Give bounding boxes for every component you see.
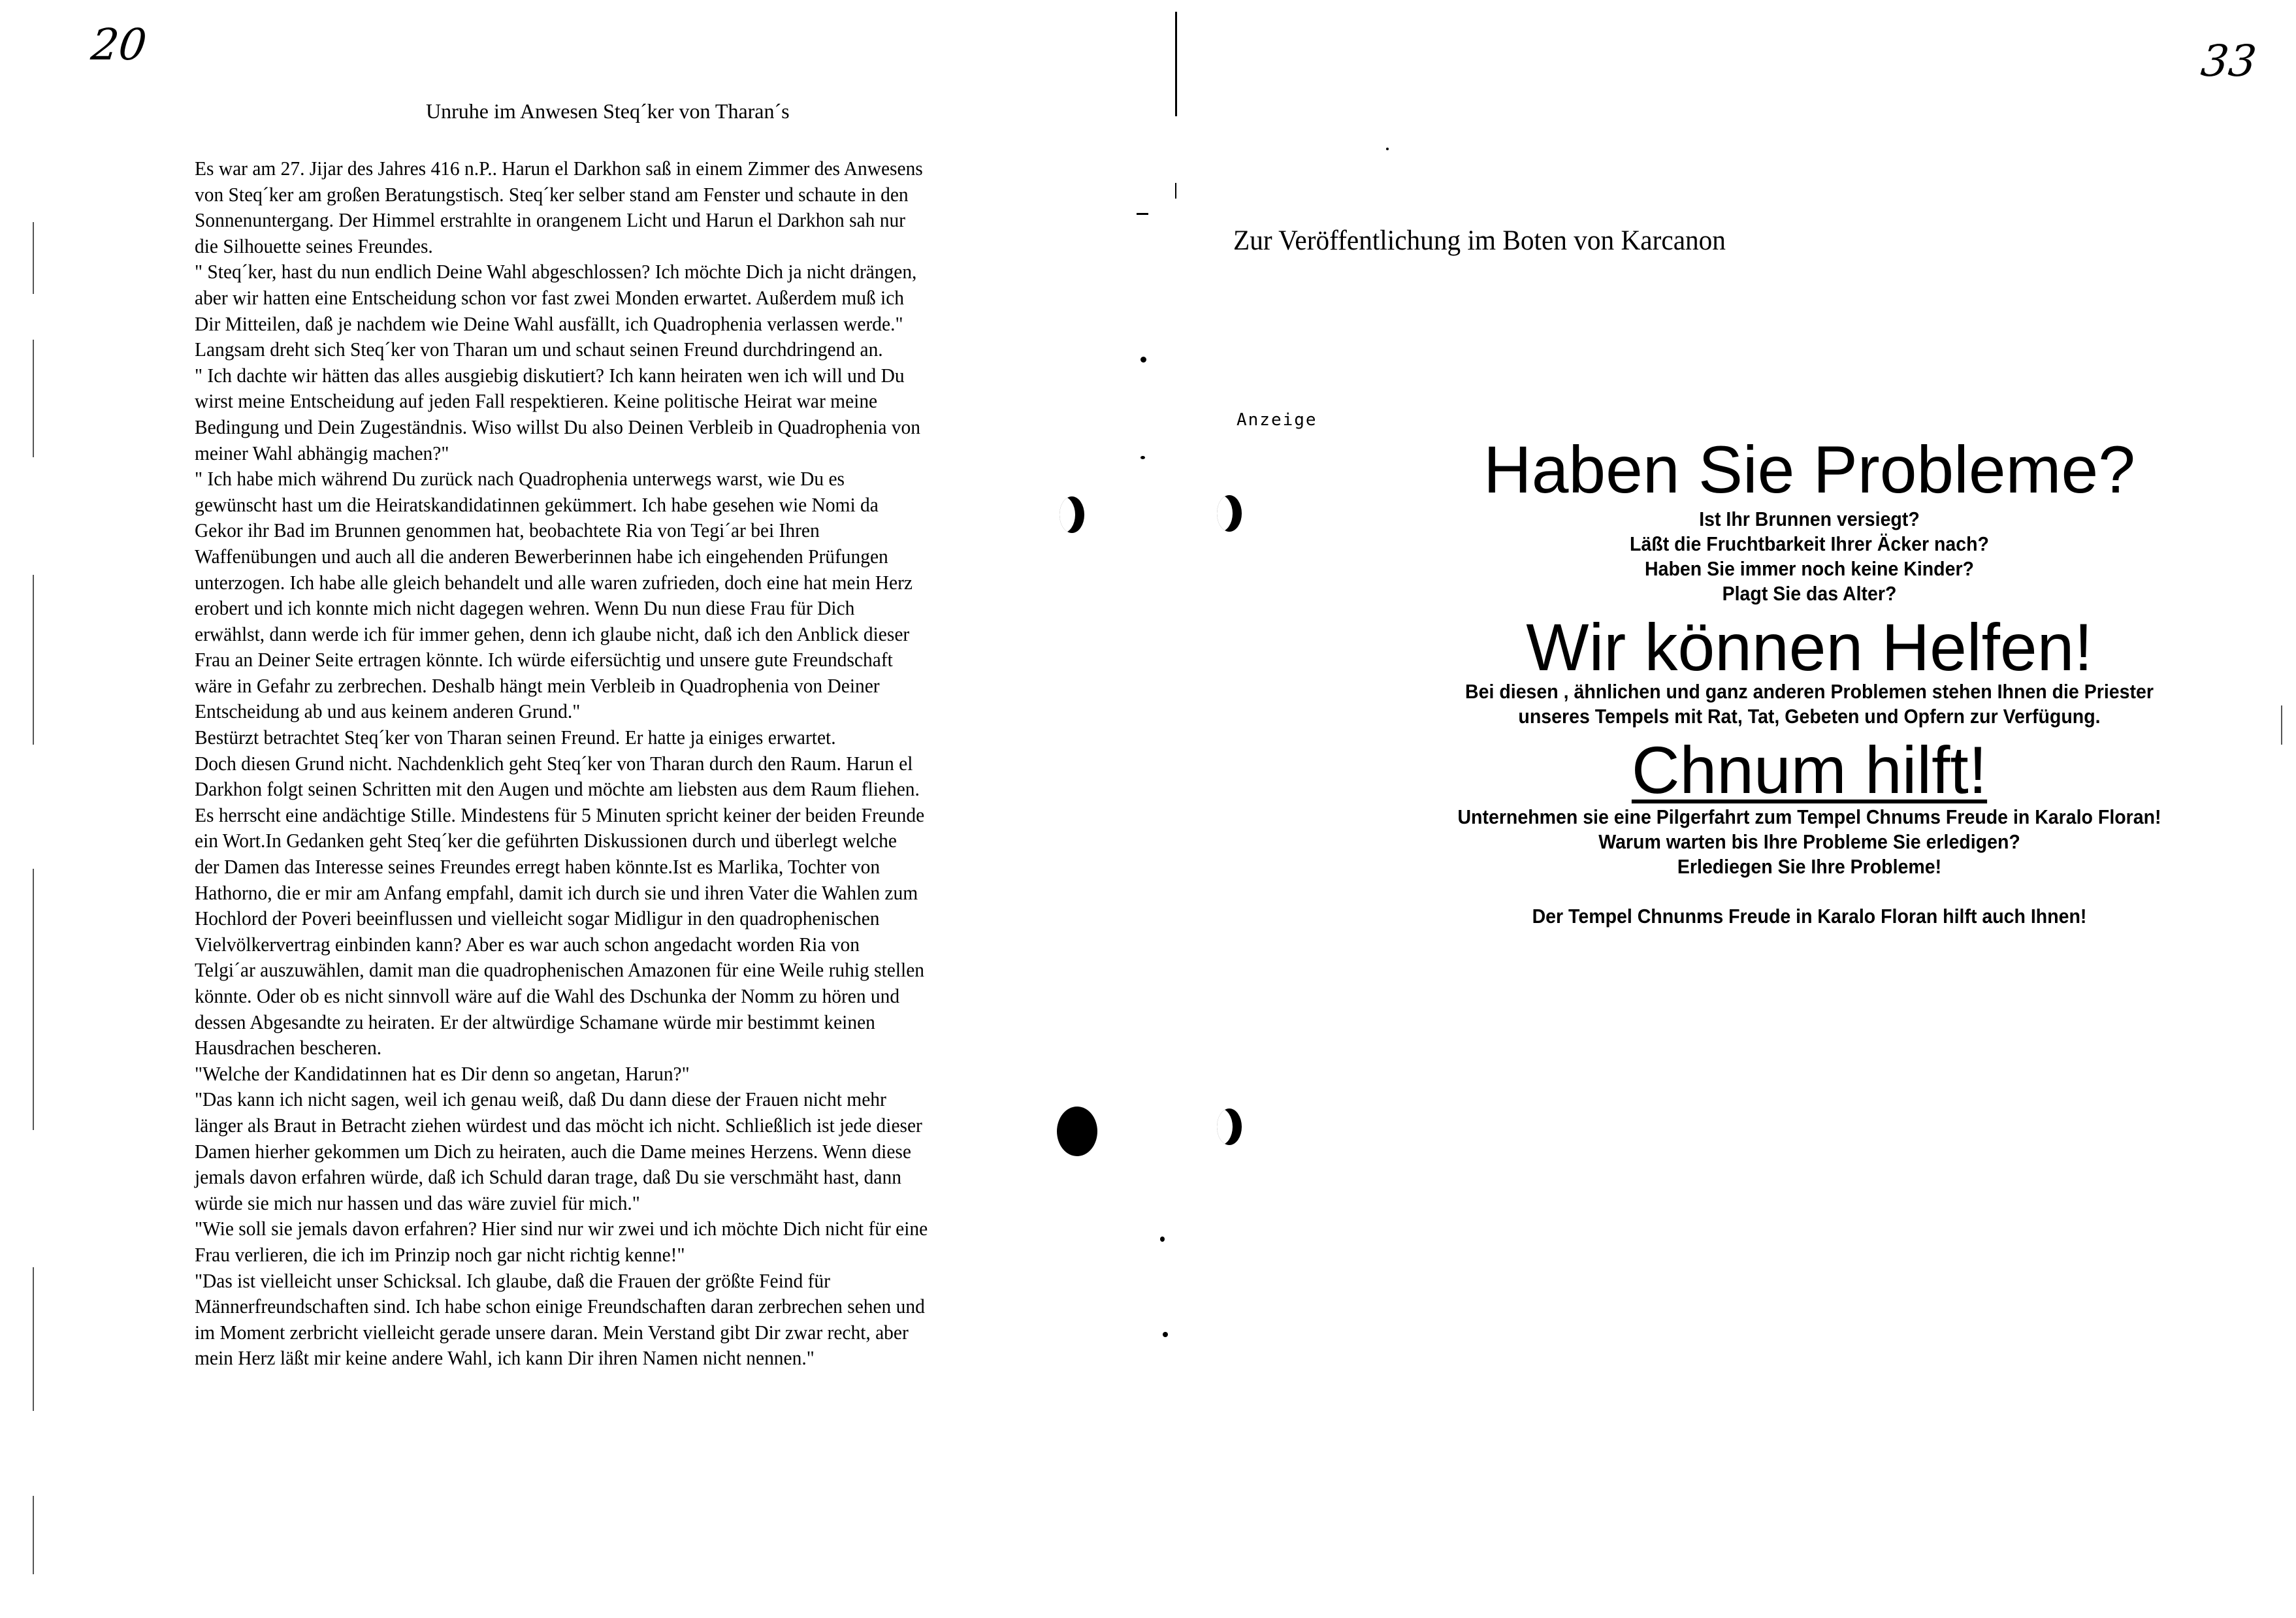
page-number-right: 33 <box>2198 36 2259 86</box>
story-line: ein Wort.In Gedanken geht Steq´ker die geführten Diskussionen durch und überlegt welche <box>195 829 897 852</box>
story-line: Vielvölkervertrag einbinden kann? Aber es war auch schon angedacht worden Ria von <box>195 932 860 956</box>
story-line: wäre in Gefahr zu zerbrechen. Deshalb hängt mein Verbleib in Quadrophenia von Deiner <box>195 673 880 697</box>
publication-note: Zur Veröffentlichung im Boten von Karcanon <box>1233 225 1726 256</box>
ad-callout <box>1385 805 2234 879</box>
story-line: Sonnenuntergang. Der Himmel erstrahlte in orangenem Licht und Harun el Darkhon sah nur <box>195 208 905 232</box>
ad-headline-problems: Haben Sie Probleme? <box>1483 432 2135 507</box>
story-line: Bedingung und Dein Zugeständnis. Wiso willst Du also Deinen Verbleib in Quadrophenia von <box>195 415 920 438</box>
ad-headline-chnum <box>1385 733 2234 807</box>
story-line: unterzogen. Ich habe alle gleich behandelt und alle waren zufrieden, doch eine hat mein Herz <box>195 570 913 594</box>
story-line: " Ich habe mich während Du zurück nach Quadrophenia unterwegs warst, wie Du es <box>195 467 845 491</box>
story-line: im Moment zerbricht vielleicht gerade unsere daran. Mein Verstand gibt Dir zwar recht, aber <box>195 1320 909 1344</box>
story-line: Dir Mitteilen, daß je nachdem wie Deine Wahl ausfällt, ich Quadrophenia verlassen werde." <box>195 312 903 335</box>
scan-speck <box>1140 456 1145 459</box>
ad-footer <box>1385 904 2234 929</box>
scan-speck <box>1160 1237 1165 1242</box>
story-line: Telgi´ar auszuwählen, damit man die quadrophenischen Amazonen für eine Weile ruhig stellen <box>195 958 925 982</box>
punch-hole <box>1057 1107 1097 1156</box>
story-line: "Das ist vielleicht unser Schicksal. Ich glaube, daß die Frauen der größte Feind für <box>195 1269 830 1292</box>
scan-speck <box>1386 148 1389 150</box>
story-line: erwählst, dann werde ich für immer gehen, denn ich glaube nicht, daß ich den Anblick dieser <box>195 622 910 645</box>
ad-headline-chnum-text: Chnum hilft! <box>1631 733 1988 807</box>
story-line: Bestürzt betrachtet Steq´ker von Tharan seinen Freund. Er hatte ja einiges erwartet. <box>195 726 836 749</box>
story-line: wirst meine Entscheidung auf jeden Fall respektieren. Keine politische Heirat war meine <box>195 389 878 413</box>
ad-question: Plagt Sie das Alter? <box>1722 582 1897 605</box>
ad-footer-line: Der Tempel Chnunms Freude in Karalo Floran hilft auch Ihnen! <box>1532 905 2087 928</box>
story-line: Doch diesen Grund nicht. Nachdenklich geht Steq´ker von Tharan durch den Raum. Harun el <box>195 751 913 775</box>
story-line: jemals davon erfahren würde, daß ich Schuld daran trage, daß Du sie verschmäht hast, dann <box>195 1165 901 1189</box>
ad-callout-line: Unternehmen sie eine Pilgerfahrt zum Tempel Chnums Freude in Karalo Floran! <box>1457 805 2161 828</box>
story-line: erobert und ich konnte mich nicht dagegen wehren. Wenn Du nun diese Frau für Dich <box>195 596 855 620</box>
story-line: meiner Wahl abhängig machen?" <box>195 441 449 464</box>
ad-headline-help: Wir können Helfen! <box>1526 610 2093 685</box>
ad-offer-line: unseres Tempels mit Rat, Tat, Gebeten und Opfern zur Verfügung. <box>1518 705 2101 728</box>
ad-question: Ist Ihr Brunnen versiegt? <box>1699 508 1920 530</box>
ad-question: Läßt die Fruchtbarkeit Ihrer Äcker nach? <box>1630 532 1989 555</box>
story-line: "Welche der Kandidatinnen hat es Dir denn so angetan, Harun?" <box>195 1061 690 1085</box>
scan-speck <box>1137 213 1148 215</box>
center-binding-line <box>1175 183 1176 199</box>
ad-offer-line: Bei diesen , ähnlichen und ganz anderen Problemen stehen Ihnen die Priester <box>1465 680 2154 703</box>
ad-callout-line: Warum warten bis Ihre Probleme Sie erledigen? <box>1598 830 2020 853</box>
story-line: der Damen das Interesse seines Freundes erregt haben könnte.Ist es Marlika, Tochter von <box>195 855 881 879</box>
ad-questions <box>1385 507 2234 606</box>
binder-crescent-mark <box>1059 496 1084 533</box>
story-line: " Ich dachte wir hätten das alles ausgiebig diskutiert? Ich kann heiraten wen ich will und Du <box>195 363 905 387</box>
story-line: Frau an Deiner Seite ertragen könnte. Ich würde eifersüchtig und unsere gute Freundschaft <box>195 648 893 671</box>
story-line: von Steq´ker am großen Beratungstisch. Steq´ker selber stand am Fenster und schaute in den <box>195 182 909 206</box>
story-line: gewünscht hast um die Heiratskandidatinnen gekümmert. Ich habe gesehen wie Nomi da <box>195 493 879 516</box>
story-line: Frau verlieren, die ich im Prinzip noch gar nicht richtig kenne!" <box>195 1242 685 1266</box>
ad-label: Anzeige <box>1237 410 1318 430</box>
story-line: " Steq´ker, hast du nun endlich Deine Wahl abgeschlossen? Ich möchte Dich ja nicht drängen, <box>195 260 917 283</box>
ad-question: Haben Sie immer noch keine Kinder? <box>1644 557 1974 580</box>
story-line: Gekor ihr Bad im Brunnen genommen hat, beobachtete Ria von Tegi´ar bei Ihren <box>195 519 820 542</box>
binder-crescent-mark <box>1217 495 1242 532</box>
story-line: Entscheidung ab und aus keinem anderen Grund." <box>195 700 581 723</box>
binder-crescent-mark <box>1217 1108 1242 1145</box>
edge-mark <box>33 340 34 457</box>
edge-mark <box>33 222 34 294</box>
story-line: Damen hierher gekommen um Dich zu heiraten, auch die Dame meines Herzens. Wenn diese <box>195 1139 911 1163</box>
edge-mark <box>33 1267 34 1411</box>
story-line: die Silhouette seines Freundes. <box>195 234 433 257</box>
story-line: "Das kann ich nicht sagen, weil ich genau weiß, daß Du dann diese der Frauen nicht mehr <box>195 1088 886 1111</box>
story-line: Darkhon folgt seinen Schritten mit den Augen und möchte am liebsten aus dem Raum fliehen. <box>195 777 920 801</box>
edge-mark <box>33 575 34 745</box>
story-body <box>195 155 1017 1371</box>
story-title: Unruhe im Anwesen Steq´ker von Tharan´s <box>426 99 790 123</box>
edge-mark <box>33 1496 34 1574</box>
story-line: Waffenübungen und auch all die anderen Bewerberinnen habe ich eingehenden Prüfungen <box>195 544 888 568</box>
scan-speck <box>1163 1332 1168 1337</box>
ad-callout-line: Erlediegen Sie Ihre Probleme! <box>1677 855 1942 878</box>
story-line: Hausdrachen bescheren. <box>195 1036 382 1060</box>
story-line: könnte. Oder ob es nicht sinnvoll wäre auf die Wahl des Dschunka der Nomm zu hören und <box>195 984 900 1007</box>
story-line: aber wir hatten eine Entscheidung schon vor fast zwei Monden erwartet. Außerdem muß ich <box>195 285 905 309</box>
story-line: Es war am 27. Jijar des Jahres 416 n.P.. Harun el Darkhon saß in einem Zimmer des Anwesens <box>195 157 923 180</box>
story-line: dessen Abgesandte zu heiraten. Er der altwürdige Schamane würde mir bestimmt keinen <box>195 1010 875 1033</box>
story-line: würde sie mich nur hassen und das wäre zuviel für mich." <box>195 1191 640 1214</box>
scan-speck <box>1140 357 1146 363</box>
edge-mark <box>33 869 34 1130</box>
ad-offer <box>1385 679 2234 729</box>
story-line: "Wie soll sie jemals davon erfahren? Hier sind nur wir zwei und ich möchte Dich nicht für eine <box>195 1217 928 1240</box>
page-number-left: 20 <box>88 20 150 70</box>
story-line: länger als Braut in Betracht ziehen würdest und das möcht ich nicht. Schließlich ist jede dieser <box>195 1113 922 1137</box>
center-binding-line <box>1175 12 1177 116</box>
story-line: Hathorno, die er mir am Anfang empfahl, damit ich durch sie und ihren Vater die Wahlen zum <box>195 881 918 904</box>
edge-mark <box>2281 705 2282 745</box>
story-line: mein Herz läßt mir keine andere Wahl, ich kann Dir ihren Namen nicht nennen." <box>195 1346 815 1370</box>
story-line: Langsam dreht sich Steq´ker von Tharan um und schaut seinen Freund durchdringend an. <box>195 338 883 361</box>
story-line: Hochlord der Poveri beeinflussen und vielleicht sogar Midligur in den quadrophenischen <box>195 907 880 930</box>
story-line: Männerfreundschaften sind. Ich habe schon einige Freundschaften daran zerbrechen sehen und <box>195 1295 925 1318</box>
story-line: Es herrscht eine andächtige Stille. Mindestens für 5 Minuten spricht keiner der beiden Freunde <box>195 803 925 826</box>
